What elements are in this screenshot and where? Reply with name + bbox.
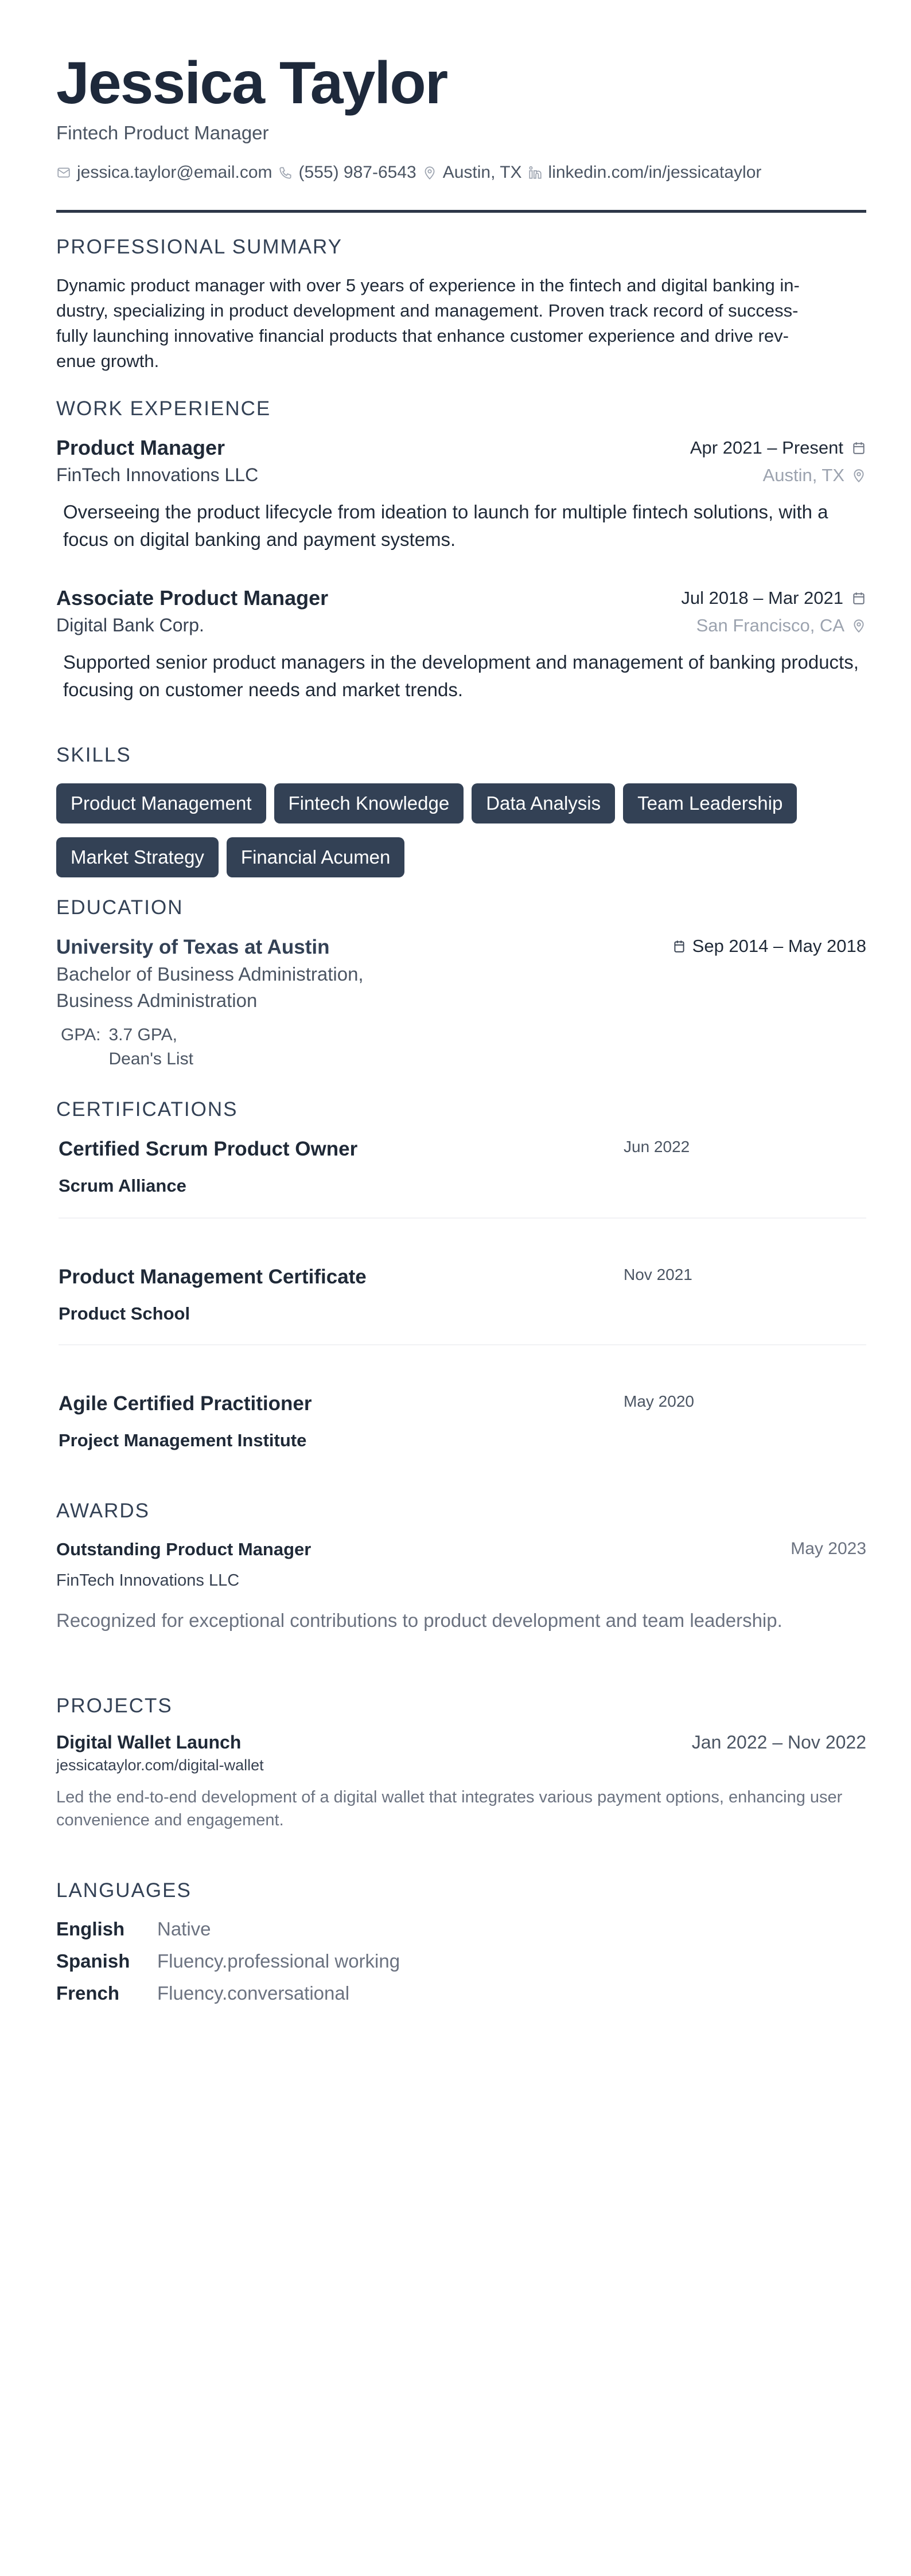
cert-divider [59,1344,866,1345]
certification-entry [59,1266,866,1324]
gpa-label: GPA: [61,1025,101,1044]
header-divider [56,210,866,213]
project-entry [56,1732,866,1832]
job-entry [56,586,866,704]
education-dates: Sep 2014 – May 2018 [672,936,866,957]
contact-email[interactable] [56,162,272,183]
email-text: jessica.taylor@email.com [77,163,272,182]
certifications-heading: CERTIFICATIONS [56,1098,238,1121]
cert-issuer: Product School [59,1303,190,1324]
cert-issuer: Project Management Institute [59,1430,307,1450]
cert-date: Nov 2021 [624,1266,692,1283]
language-level: Fluency.conversational [157,1982,350,2004]
education-entry [56,936,866,1071]
summary-text: Dynamic product manager with over 5 years of experience in the fintech and digital banking in- dustry, specializing in product development and management. Proven track record of success- fully launching innovative financial products that enhance customer experience and drive rev- enue growth. [56,275,800,371]
skill-chip: Fintech Knowledge [274,783,464,823]
map-pin-icon [422,165,437,180]
job-dates: Apr 2021 – Present [690,438,866,458]
cert-name: Agile Certified Practitioner [59,1392,312,1415]
cert-name: Product Management Certificate [59,1266,367,1288]
cert-date: May 2020 [624,1392,694,1410]
candidate-title: Fintech Product Manager [56,122,269,143]
languages-heading: LANGUAGES [56,1879,192,1902]
calendar-icon [851,591,866,606]
award-date: May 2023 [791,1539,866,1558]
job-description: Overseeing the product lifecycle from ideation to launch for multiple fintech solutions, with a focus on digital banking and payment systems. [63,501,828,550]
education-heading: EDUCATION [56,896,184,919]
skill-chip: Market Strategy [56,837,219,877]
map-pin-icon [851,618,866,633]
awards-heading: AWARDS [56,1500,150,1522]
contact-linkedin[interactable] [528,162,762,183]
skill-chip: Data Analysis [472,783,615,823]
map-pin-icon [851,468,866,483]
calendar-icon [672,939,687,954]
contact-row [56,162,761,183]
skill-chip: Team Leadership [623,783,797,823]
job-company: Digital Bank Corp. [56,615,204,635]
cert-name: Certified Scrum Product Owner [59,1138,358,1160]
skill-chip: Product Management [56,783,266,823]
project-name: Digital Wallet Launch [56,1732,242,1753]
award-name: Outstanding Product Manager [56,1539,312,1559]
cert-date: Jun 2022 [624,1138,690,1156]
contact-location [422,162,522,183]
job-location: Austin, TX [763,465,866,486]
language-name: French [56,1982,120,2004]
cert-issuer: Scrum Alliance [59,1176,186,1196]
skill-chip: Financial Acumen [227,837,404,877]
summary-heading: PROFESSIONAL SUMMARY [56,236,342,258]
project-description: Led the end-to-end development of a digital wallet that integrates various payment options, enhancing user convenience and engagement. [56,1788,843,1829]
languages-list [56,1913,515,2009]
work-heading: WORK EXPERIENCE [56,397,271,420]
linkedin-icon [528,165,543,180]
language-level: Fluency.professional working [157,1950,400,1972]
degree: Bachelor of Business Administration, Business Administration [56,963,364,1011]
job-location: San Francisco, CA [696,615,866,636]
skills-heading: SKILLS [56,744,131,766]
candidate-name: Jessica Taylor [56,50,447,116]
phone-icon [278,165,293,180]
language-row [56,1913,515,1945]
award-organization: FinTech Innovations LLC [56,1571,240,1590]
language-name: Spanish [56,1950,130,1972]
cert-divider [59,1217,866,1219]
project-dates: Jan 2022 – Nov 2022 [691,1732,866,1753]
award-entry [56,1539,866,1632]
job-description: Supported senior product managers in the development and management of banking products, focusing on customer needs and market trends. [63,651,859,700]
school-name: University of Texas at Austin [56,936,330,958]
language-row [56,1945,515,1977]
job-dates: Jul 2018 – Mar 2021 [681,588,866,608]
job-role: Associate Product Manager [56,586,329,610]
job-role: Product Manager [56,436,225,459]
projects-heading: PROJECTS [56,1695,173,1717]
job-company: FinTech Innovations LLC [56,465,259,485]
contact-phone[interactable] [278,162,416,183]
language-row [56,1977,515,2009]
mail-icon [56,165,71,180]
linkedin-text: linkedin.com/in/jessicataylor [548,163,762,182]
gpa-value: 3.7 GPA, Dean's List [108,1025,193,1068]
calendar-icon [851,440,866,455]
language-level: Native [157,1918,211,1939]
award-description: Recognized for exceptional contributions to product development and team leadership. [56,1610,782,1631]
location-text: Austin, TX [442,163,522,182]
gpa [56,1023,866,1071]
certification-entry [59,1392,866,1451]
job-entry [56,436,866,553]
skills-list [56,783,866,877]
phone-text: (555) 987-6543 [298,163,416,182]
certification-entry [59,1138,866,1196]
project-link[interactable]: jessicataylor.com/digital-wallet [56,1757,264,1774]
language-name: English [56,1918,125,1939]
